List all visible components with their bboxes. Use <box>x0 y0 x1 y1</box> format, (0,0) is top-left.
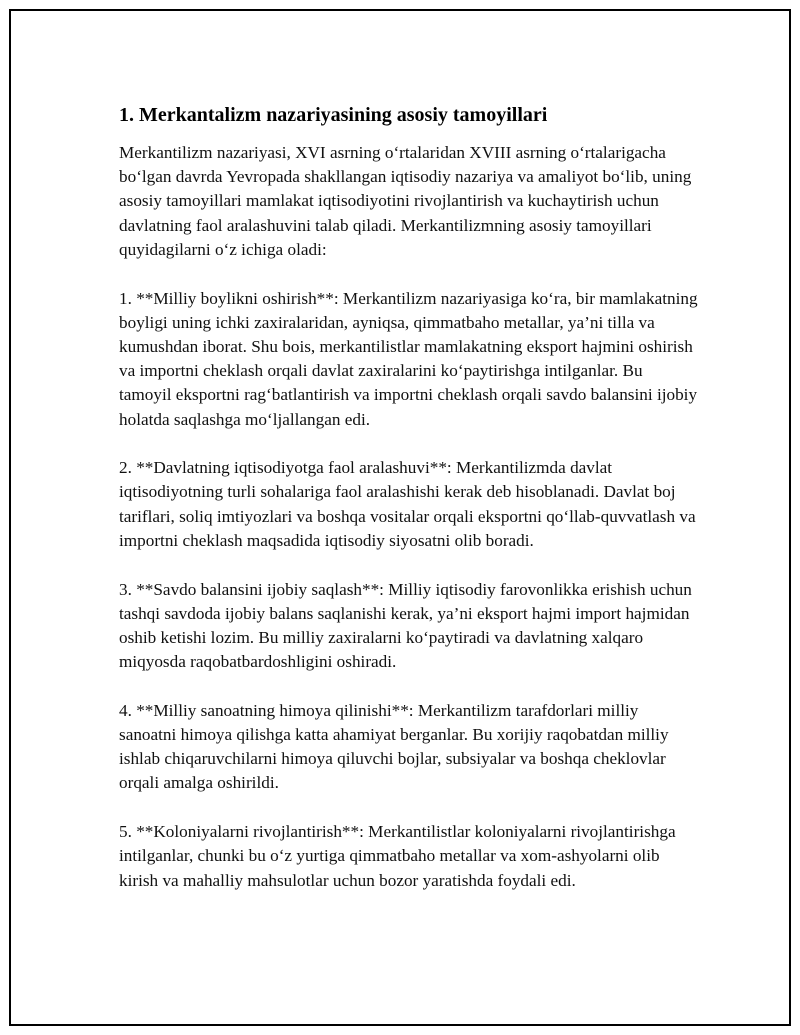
document-page <box>9 9 791 1026</box>
intro-paragraph: Merkantilizm nazariyasi, XVI asrning o‘rtalaridan XVIII asrning o‘rtalarigacha bo‘lgan davrda Yevropada shakllangan iqtisodiy nazariya va amaliyot bo‘lib, uning asosiy tamoyillari mamlakat iqtisodiyotini rivojlantirish va kuchaytirish uchun davlatning faol aralashuvini talab qiladi. Merkantilizmning asosiy tamoyillari quyidagilarni o‘z ichiga oladi: <box>119 143 692 259</box>
principle-4-paragraph: 4. **Milliy sanoatning himoya qilinishi**: Merkantilizm tarafdorlari milliy sanoatni himoya qilishga katta ahamiyat berganlar. Bu xorijiy raqobatdan milliy ishlab chiqaruvchilarni himoya qiluvchi bojlar, subsiyalar va boshqa cheklovlar orqali amalga oshirildi. <box>119 700 669 793</box>
principle-3-paragraph: 3. **Savdo balansini ijobiy saqlash**: Milliy iqtisodiy farovonlikka erishish uchun tashqi savdoda ijobiy balans saqlanishi kerak, ya’ni eksport hajmi import hajmidan oshib ketishi lozim. Bu milliy zaxiralarni ko‘paytiradi va davlatning xalqaro miqyosda raqobatbardoshligini oshiradi. <box>119 579 692 672</box>
principle-1-paragraph: 1. **Milliy boylikni oshirish**: Merkantilizm nazariyasiga ko‘ra, bir mamlakatning boyligi uning ichki zaxiralaridan, ayniqsa, qimmatbaho metallar, ya’ni tilla va kumushdan iborat. Shu bois, merkantilistlar mamlakatning eksport hajmini oshirish va importni cheklash orqali davlat zaxiralarini ko‘paytirishga intilganlar. Bu tamoyil eksportni rag‘batlantirish va importni cheklash orqali savdo balansini ijobiy holatda saqlashga mo‘ljallangan edi. <box>119 288 698 429</box>
principle-5-paragraph: 5. **Koloniyalarni rivojlantirish**: Merkantilistlar koloniyalarni rivojlantirishga intilganlar, chunki bu o‘z yurtiga qimmatbaho metallar va xom-ashyolarni olib kirish va mahalliy mahsulotlar uchun bozor yaratishda foydali edi. <box>119 822 676 890</box>
document-body <box>119 103 699 917</box>
document-title: 1. Merkantalizm nazariyasining asosiy tamoyillari <box>119 104 548 126</box>
principle-2-paragraph: 2. **Davlatning iqtisodiyotga faol aralashuvi**: Merkantilizmda davlat iqtisodiyotning turli sohalariga faol aralashishi kerak deb hisoblanadi. Davlat boj tariflari, soliq imtiyozlari va boshqa vositalar orqali eksportni qo‘llab-quvvatlash va importni cheklash maqsadida iqtisodiy siyosatni olib boradi. <box>119 458 696 550</box>
